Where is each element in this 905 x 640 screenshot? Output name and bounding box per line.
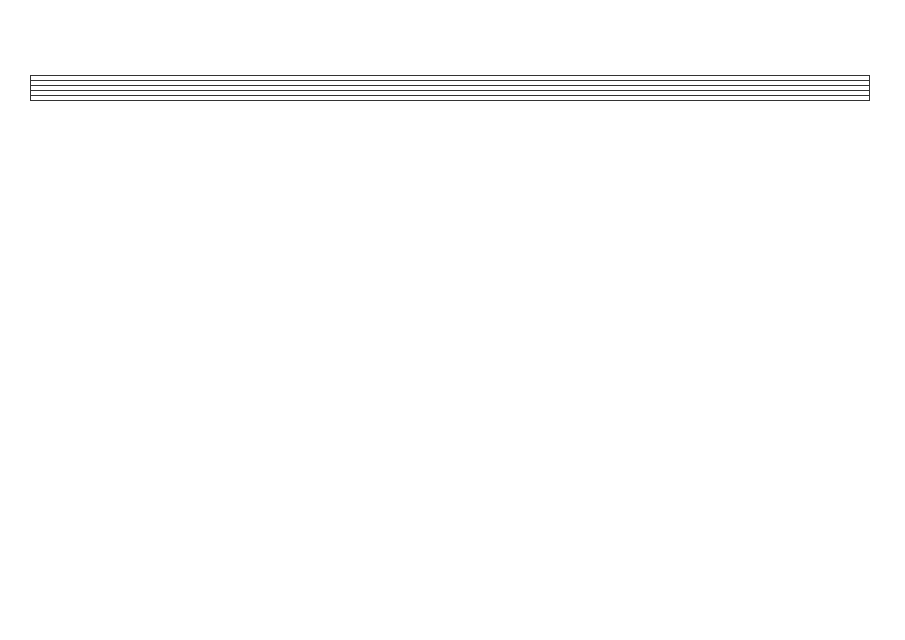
heading-task-2-text bbox=[31, 96, 870, 101]
budget-table-frame bbox=[30, 75, 870, 101]
heading-task-2 bbox=[31, 96, 870, 101]
budget-table bbox=[30, 75, 870, 101]
